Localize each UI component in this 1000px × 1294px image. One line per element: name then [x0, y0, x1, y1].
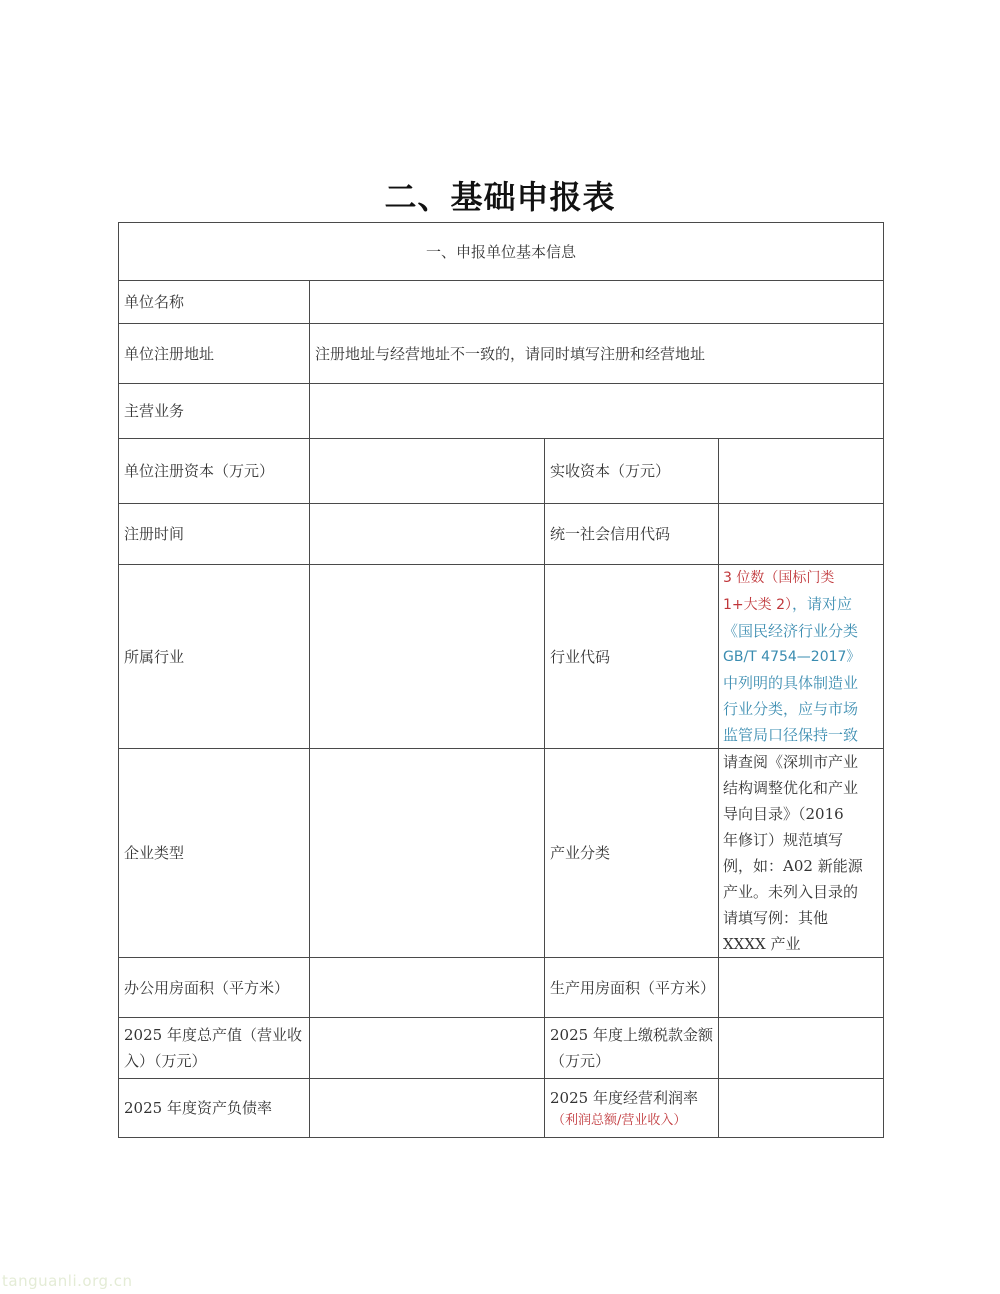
credit-code-label: 统一社会信用代码	[545, 504, 719, 565]
debt-ratio-label: 2025 年度资产负债率	[119, 1079, 310, 1138]
profit-rate-label: 2025 年度经营利润率	[550, 1089, 698, 1107]
industry-code-hint-line-2	[723, 591, 881, 618]
section-header-row	[119, 223, 884, 281]
industry-code-hint-blue-1: ，请对应	[792, 595, 853, 613]
office-area-label: 办公用房面积（平方米）	[119, 958, 310, 1018]
row-registration	[119, 504, 884, 565]
industry-code-hint-red-2: 1+大类 2）	[723, 597, 792, 613]
industry-code-hint-blue-2: 《国民经济行业分类	[723, 622, 859, 640]
tax-paid-label: 2025 年度上缴税款金额（万元）	[545, 1018, 719, 1079]
industry-category-hint-line: 年修订）规范填写	[723, 831, 844, 849]
total-output-label: 2025 年度总产值（营业收入）（万元）	[119, 1018, 310, 1079]
industry-category-field[interactable]	[719, 749, 884, 958]
profit-rate-label-cell	[545, 1079, 719, 1138]
industry-field[interactable]	[310, 565, 545, 749]
industry-category-hint-line: 请查阅《深圳市产业	[723, 753, 859, 771]
credit-code-field[interactable]	[719, 504, 884, 565]
total-output-field[interactable]	[310, 1018, 545, 1079]
basic-info-form-table	[118, 222, 884, 1138]
row-unit-name	[119, 281, 884, 324]
industry-code-hint-blue-4: 中列明的具体制造业	[723, 674, 859, 692]
industry-category-hint-line: XXXX 产业	[723, 935, 801, 953]
industry-category-label: 产业分类	[545, 749, 719, 958]
section-header: 一、申报单位基本信息	[119, 223, 884, 281]
registration-time-label: 注册时间	[119, 504, 310, 565]
row-ratios	[119, 1079, 884, 1138]
row-enterprise-type	[119, 749, 884, 958]
registered-capital-field[interactable]	[310, 439, 545, 504]
industry-code-field[interactable]	[719, 565, 884, 749]
registered-capital-label: 单位注册资本（万元）	[119, 439, 310, 504]
industry-category-hint-line: 产业。未列入目录的	[723, 883, 859, 901]
row-output-tax	[119, 1018, 884, 1079]
enterprise-type-field[interactable]	[310, 749, 545, 958]
industry-code-label: 行业代码	[545, 565, 719, 749]
row-industry	[119, 565, 884, 749]
page-title: 二、基础申报表	[384, 178, 616, 216]
unit-name-field[interactable]	[310, 281, 884, 324]
registered-address-label: 单位注册地址	[119, 324, 310, 384]
profit-rate-field[interactable]	[719, 1079, 884, 1138]
industry-code-hint-red-1: 3 位数（国标门类	[723, 570, 835, 586]
row-registered-address	[119, 324, 884, 384]
industry-category-hint-line: 导向目录》（2016	[723, 805, 844, 823]
row-capital	[119, 439, 884, 504]
unit-name-label: 单位名称	[119, 281, 310, 324]
industry-category-hint-line: 请填写例：其他	[723, 909, 829, 927]
industry-category-hint-line: 例，如：A02 新能源	[723, 857, 863, 875]
main-business-label: 主营业务	[119, 384, 310, 439]
industry-code-hint-blue-5: 行业分类，应与市场	[723, 700, 859, 718]
registration-time-field[interactable]	[310, 504, 545, 565]
main-business-field[interactable]	[310, 384, 884, 439]
tax-paid-field[interactable]	[719, 1018, 884, 1079]
row-area	[119, 958, 884, 1018]
watermark: tanguanli.org.cn	[2, 1272, 133, 1290]
industry-code-hint-blue-3: GB/T 4754—2017》	[723, 649, 861, 665]
enterprise-type-label: 企业类型	[119, 749, 310, 958]
registered-address-hint: 注册地址与经营地址不一致的，请同时填写注册和经营地址	[315, 344, 706, 363]
row-main-business	[119, 384, 884, 439]
paid-in-capital-field[interactable]	[719, 439, 884, 504]
production-area-field[interactable]	[719, 958, 884, 1018]
registered-address-field[interactable]	[310, 324, 884, 384]
profit-rate-note: （利润总额/营业收入）	[552, 1113, 687, 1128]
industry-label: 所属行业	[119, 565, 310, 749]
debt-ratio-field[interactable]	[310, 1079, 545, 1138]
industry-category-hint-line: 结构调整优化和产业	[723, 779, 859, 797]
industry-code-hint-blue-6: 监管局口径保持一致	[723, 726, 859, 744]
production-area-label: 生产用房面积（平方米）	[545, 958, 719, 1018]
office-area-field[interactable]	[310, 958, 545, 1018]
paid-in-capital-label: 实收资本（万元）	[545, 439, 719, 504]
